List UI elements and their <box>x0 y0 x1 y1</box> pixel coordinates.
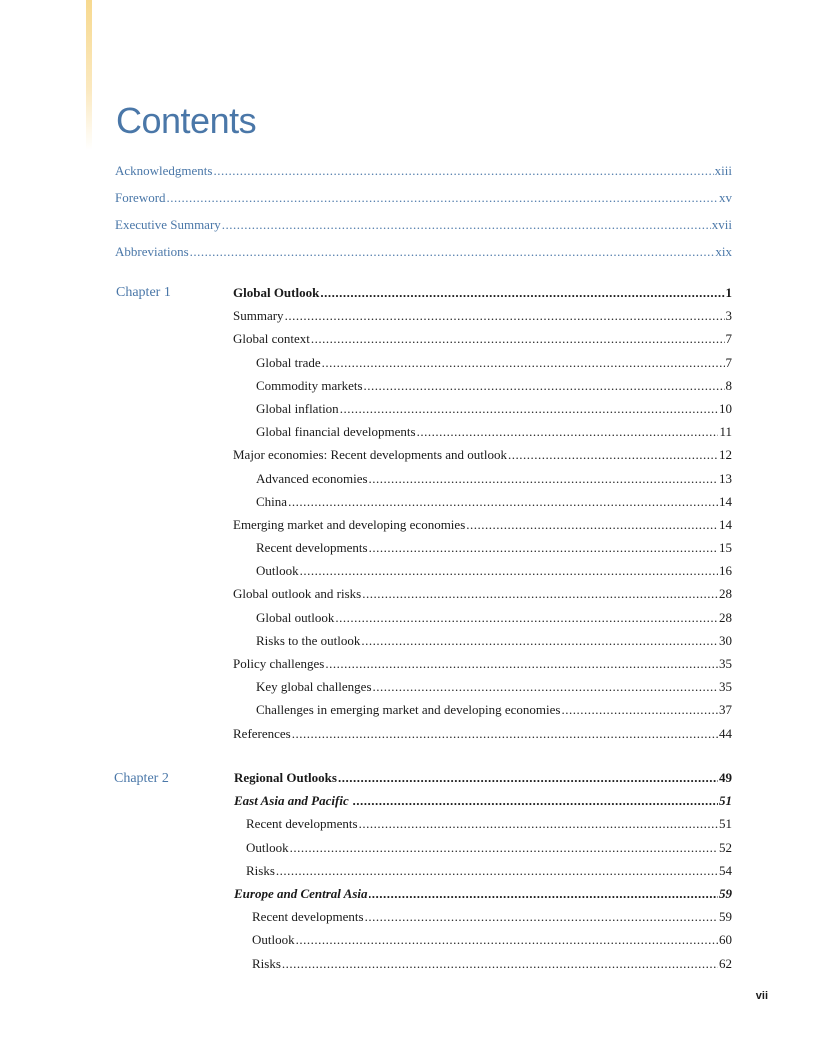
toc-entry-references[interactable] <box>233 726 732 749</box>
toc-entry-label: China <box>256 493 288 509</box>
toc-entry-page: 1 <box>725 285 732 300</box>
dot-leader <box>417 424 719 440</box>
toc-entry-acknowledgments[interactable] <box>115 163 732 190</box>
toc-entry-label: Risks to the outlook <box>256 632 361 648</box>
toc-entry-page: 7 <box>725 331 732 347</box>
dot-leader <box>288 494 718 510</box>
toc-entry-page: 8 <box>725 377 732 393</box>
dot-leader <box>290 840 718 856</box>
dot-leader <box>320 285 724 301</box>
toc-entry-page: 12 <box>719 447 732 463</box>
toc-entry-page: 11 <box>719 424 732 440</box>
toc-entry-page: 3 <box>725 308 732 324</box>
toc-entry-eca-risks[interactable] <box>234 956 732 979</box>
toc-entry-eap-risks[interactable] <box>234 863 732 886</box>
toc-entry-executive-summary[interactable] <box>115 217 732 244</box>
toc-entry-eca-outlook[interactable] <box>234 932 732 955</box>
dot-leader <box>365 909 718 925</box>
toc-entry-page: xix <box>715 244 732 259</box>
toc-entry-label: Risks <box>246 862 275 878</box>
page-number: vii <box>755 990 768 1002</box>
toc-entry-global-outlook-sub[interactable] <box>233 610 732 633</box>
toc-entry-abbreviations[interactable] <box>115 244 732 271</box>
toc-entry-challenges-in-emde[interactable] <box>233 702 732 725</box>
chapter-1-entries <box>233 285 732 749</box>
toc-entry-page: xv <box>719 190 732 205</box>
toc-entry-label: Global outlook <box>256 609 335 625</box>
dot-leader <box>213 163 713 179</box>
toc-entry-label: Recent developments <box>252 909 364 925</box>
toc-entry-page: xvii <box>711 217 732 232</box>
dot-leader <box>364 378 725 394</box>
toc-entry-label: Foreword <box>115 190 166 205</box>
dot-leader <box>311 331 725 347</box>
dot-leader <box>561 702 718 718</box>
dot-leader <box>373 679 718 695</box>
toc-entry-label: Advanced economies <box>256 470 368 486</box>
toc-entry-key-global-challenges[interactable] <box>233 679 732 702</box>
page-title: Contents <box>116 100 257 141</box>
dot-leader <box>335 610 718 626</box>
toc-entry-global-outlook[interactable] <box>233 285 732 308</box>
toc-entry-label: Outlook <box>256 563 299 579</box>
toc-entry-commodity-markets[interactable] <box>233 378 732 401</box>
toc-entry-foreword[interactable] <box>115 190 732 217</box>
toc-entry-label: Global financial developments <box>256 424 416 440</box>
toc-entry-label: Risks <box>252 955 281 971</box>
toc-entry-outlook[interactable] <box>233 563 732 586</box>
toc-entry-page: 14 <box>719 516 732 532</box>
toc-entry-page: 37 <box>719 702 732 718</box>
toc-entry-regional-outlooks[interactable] <box>234 770 732 793</box>
chapter-2-label: Chapter 2 <box>114 771 169 786</box>
toc-entry-page: 49 <box>719 770 732 785</box>
dot-leader <box>340 401 718 417</box>
toc-entry-emerging-market[interactable] <box>233 517 732 540</box>
dot-leader <box>322 355 725 371</box>
toc-entry-global-financial-developments[interactable] <box>233 424 732 447</box>
toc-entry-europe-and-central-asia[interactable] <box>234 886 732 909</box>
toc-entry-label: Global outlook and risks <box>233 586 362 602</box>
toc-entry-label: Abbreviations <box>115 244 189 259</box>
toc-entry-page: 51 <box>719 816 732 832</box>
toc-entry-page: 35 <box>719 656 732 671</box>
toc-entry-page: xiii <box>714 163 732 178</box>
toc-entry-eap-recent-developments[interactable] <box>234 816 732 839</box>
toc-entry-page: 7 <box>725 354 732 370</box>
dot-leader <box>361 633 718 649</box>
toc-entry-label: Global context <box>233 331 310 347</box>
toc-entry-label: Global Outlook <box>233 285 320 300</box>
toc-entry-page: 44 <box>719 725 732 741</box>
toc-entry-page: 28 <box>719 586 732 602</box>
dot-leader <box>353 793 718 809</box>
toc-entry-label: Commodity markets <box>256 377 363 393</box>
dot-leader <box>296 932 718 948</box>
toc-entry-eap-outlook[interactable] <box>234 840 732 863</box>
toc-entry-label: Acknowledgments <box>115 163 213 178</box>
toc-entry-page: 52 <box>719 839 732 855</box>
decorative-side-bar <box>86 0 92 150</box>
toc-entry-label: Europe and Central Asia <box>234 885 368 901</box>
toc-entry-advanced-economies[interactable] <box>233 471 732 494</box>
toc-entry-label: Challenges in emerging market and developing economies <box>256 702 561 718</box>
dot-leader <box>300 563 718 579</box>
toc-entry-policy-challenges[interactable] <box>233 656 732 679</box>
toc-entry-china[interactable] <box>233 494 732 517</box>
toc-entry-page: 54 <box>719 862 732 878</box>
toc-entry-label: Key global challenges <box>256 679 372 695</box>
dot-leader <box>276 863 718 879</box>
toc-entry-east-asia-and-pacific[interactable] <box>234 793 732 816</box>
toc-entry-label: Recent developments <box>256 540 368 556</box>
dot-leader <box>466 517 718 533</box>
toc-entry-label: Outlook <box>246 839 289 855</box>
chapter-2-entries <box>234 770 732 979</box>
toc-entry-label: References <box>233 725 291 741</box>
toc-entry-label: Major economies: Recent developments and outlook <box>233 447 508 463</box>
dot-leader <box>167 190 718 206</box>
toc-entry-global-trade[interactable] <box>233 355 732 378</box>
toc-entry-recent-developments[interactable] <box>233 540 732 563</box>
toc-entry-eca-recent-developments[interactable] <box>234 909 732 932</box>
toc-entry-page: 62 <box>719 955 732 971</box>
toc-entry-risks-to-the-outlook[interactable] <box>233 633 732 656</box>
toc-entry-page: 15 <box>719 540 732 556</box>
toc-entry-page: 60 <box>719 932 732 948</box>
toc-entry-page: 35 <box>719 679 732 695</box>
toc-entry-major-economies[interactable] <box>233 447 732 470</box>
toc-entry-label: Global inflation <box>256 400 339 416</box>
toc-entry-page: 28 <box>719 609 732 625</box>
front-matter-list <box>115 163 732 271</box>
toc-entry-label: Executive Summary <box>115 217 221 232</box>
toc-entry-page: 30 <box>719 632 732 648</box>
toc-entry-global-inflation[interactable] <box>233 401 732 424</box>
toc-entry-global-outlook-and-risks[interactable] <box>233 586 732 609</box>
toc-entry-page: 16 <box>719 563 732 579</box>
toc-entry-label: Emerging market and developing economies <box>233 516 466 532</box>
dot-leader <box>292 726 718 742</box>
dot-leader <box>222 217 711 233</box>
dot-leader <box>325 656 718 672</box>
toc-entry-label: East Asia and Pacific <box>234 793 352 809</box>
dot-leader <box>369 471 718 487</box>
toc-entry-page: 59 <box>719 909 732 925</box>
toc-entry-page: 51 <box>719 793 732 809</box>
dot-leader <box>369 540 718 556</box>
dot-leader <box>508 447 718 463</box>
toc-entry-label: Global trade <box>256 354 321 370</box>
dot-leader <box>282 956 718 972</box>
toc-entry-global-context[interactable] <box>233 331 732 354</box>
chapter-1-label: Chapter 1 <box>116 285 171 300</box>
dot-leader <box>285 308 725 324</box>
dot-leader <box>362 586 718 602</box>
toc-entry-page: 59 <box>719 885 732 901</box>
toc-entry-summary[interactable] <box>233 308 732 331</box>
toc-entry-page: 10 <box>719 400 732 416</box>
toc-entry-label: Policy challenges <box>233 656 325 671</box>
toc-entry-label: Recent developments <box>246 816 358 832</box>
toc-entry-page: 14 <box>719 493 732 509</box>
toc-entry-label: Summary <box>233 308 284 324</box>
toc-entry-page: 13 <box>719 470 732 486</box>
dot-leader <box>338 770 718 786</box>
dot-leader <box>359 816 718 832</box>
dot-leader <box>369 886 718 902</box>
toc-entry-label: Outlook <box>252 932 295 948</box>
toc-entry-label: Regional Outlooks <box>234 770 337 785</box>
dot-leader <box>190 244 715 260</box>
